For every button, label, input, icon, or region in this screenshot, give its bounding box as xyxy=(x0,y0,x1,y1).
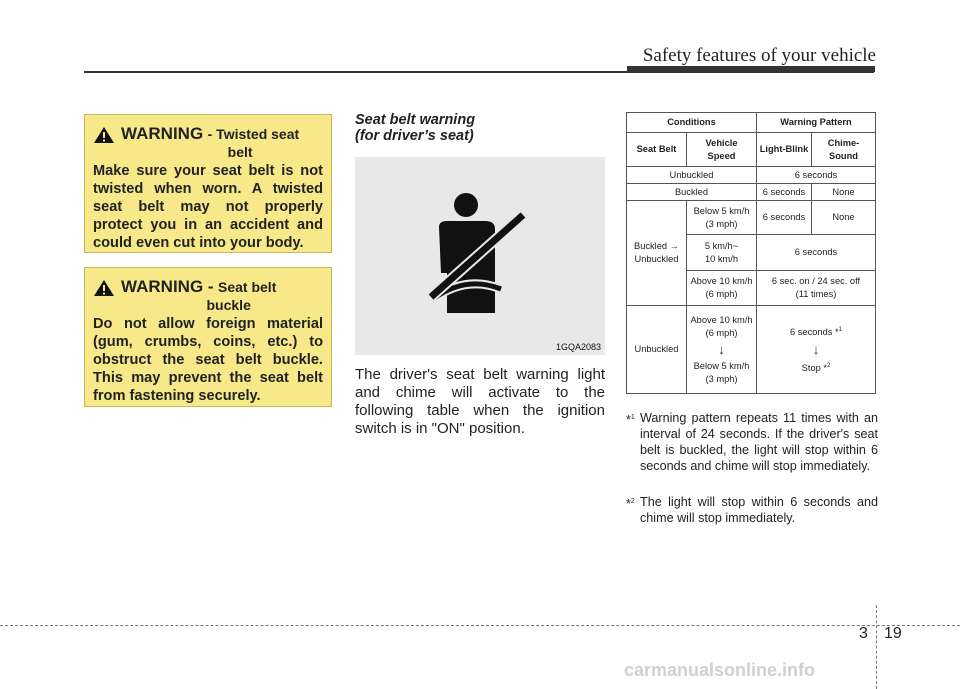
table-cell xyxy=(757,306,876,394)
warning-box-twisted-belt xyxy=(84,114,332,253)
table-cell: None xyxy=(812,201,876,235)
section-body: The driver's seat belt warning light and chime will activate to the following table when the ignition switch is in "ON" position. xyxy=(355,366,605,437)
down-arrow-icon: ↓ xyxy=(718,341,725,357)
warning-subtitle: - Twisted seat xyxy=(207,126,300,142)
cell-text: Stop * xyxy=(801,362,827,373)
footnote-mark xyxy=(626,410,635,428)
warning-title: WARNING xyxy=(121,124,204,143)
table-cell: 6 seconds xyxy=(757,201,812,235)
table-cell xyxy=(687,201,757,235)
table-cell: 6 seconds xyxy=(757,184,812,201)
table-header-chime-sound xyxy=(812,133,876,167)
table-row xyxy=(627,133,876,167)
table-cell: 6 seconds xyxy=(757,167,876,184)
footnote-ref: 2 xyxy=(826,362,831,369)
table-cell xyxy=(687,235,757,271)
warning-box-seat-belt-buckle xyxy=(84,267,332,407)
cell-line: (6 mph) xyxy=(705,327,738,338)
warning-title: WARNING - xyxy=(121,277,214,296)
footer-rule xyxy=(0,625,960,626)
section-title xyxy=(355,112,475,144)
table-cell xyxy=(687,271,757,306)
table-cell: None xyxy=(812,184,876,201)
seat-belt-warning-figure xyxy=(355,157,605,355)
table-cell-buckled-unbuckled xyxy=(627,201,687,306)
section-title-line1: Seat belt warning xyxy=(355,112,476,128)
cell-line xyxy=(758,360,874,375)
warning-header xyxy=(93,125,323,160)
table-cell xyxy=(687,306,757,394)
table-cell: Unbuckled xyxy=(627,167,757,184)
table-header-light-blink: Light-Blink xyxy=(757,133,812,167)
table-header-conditions: Conditions xyxy=(627,113,757,133)
footnote-2 xyxy=(626,494,878,526)
table-cell xyxy=(757,271,876,306)
warning-pattern-table xyxy=(626,112,876,394)
table-cell: Buckled xyxy=(627,184,757,201)
cell-line: (11 times) xyxy=(795,289,837,299)
footnote-number: 1 xyxy=(630,414,635,421)
table-row xyxy=(627,113,876,133)
table-row xyxy=(627,306,876,394)
cell-line: 6 sec. on / 24 sec. off xyxy=(771,276,861,286)
warning-subtitle-cont: buckle xyxy=(206,297,251,313)
cell-line: Below 5 km/h xyxy=(693,360,750,371)
warning-triangle-icon xyxy=(93,126,115,144)
cell-line: 10 km/h xyxy=(704,253,739,264)
page-header-title: Safety features of your vehicle xyxy=(642,45,876,66)
table-cell: 6 seconds xyxy=(757,235,876,271)
footnote-mark xyxy=(626,494,635,512)
cell-line: (6 mph) xyxy=(705,289,738,299)
table-row xyxy=(627,184,876,201)
header-line: Sound xyxy=(829,150,858,161)
warning-header xyxy=(93,278,323,313)
warning-subtitle-cont: belt xyxy=(227,144,253,160)
section-title-line2: (for driver’s seat) xyxy=(355,128,474,144)
cell-line: (3 mph) xyxy=(705,373,738,384)
header-line: Vehicle xyxy=(705,137,738,148)
chapter-number: 3 xyxy=(859,625,868,642)
cell-line: Buckled → xyxy=(634,241,679,251)
seat-belt-icon xyxy=(355,157,605,355)
header-line: Speed xyxy=(707,150,736,161)
figure-code: 1GQA2083 xyxy=(555,342,601,352)
table-cell: Unbuckled xyxy=(627,306,687,394)
footnote-star: * xyxy=(626,413,631,428)
footnote-ref: 1 xyxy=(838,327,842,334)
table-row xyxy=(627,201,876,235)
table-row xyxy=(627,167,876,184)
table-header-seat-belt: Seat Belt xyxy=(627,133,687,167)
page-number: 19 xyxy=(884,625,902,642)
cell-text: 6 seconds * xyxy=(790,327,839,338)
page-number-divider xyxy=(876,605,877,689)
warning-triangle-icon xyxy=(93,279,115,297)
table-header-vehicle-speed xyxy=(687,133,757,167)
cell-line: 5 km/h~ xyxy=(704,240,739,251)
warning-body: Do not allow foreign material (gum, crumbs, coins, etc.) to obstruct the seat belt buckle. This may prevent the seat belt from fastening securely. xyxy=(93,316,323,404)
cell-line: Above 10 km/h xyxy=(690,276,753,286)
watermark: carmanualsonline.info xyxy=(624,660,816,680)
down-arrow-icon: ↓ xyxy=(812,341,820,357)
cell-line: (3 mph) xyxy=(705,218,738,229)
footnote-number: 2 xyxy=(630,498,635,505)
cell-line xyxy=(758,324,874,339)
footnote-text: Warning pattern repeats 11 times with an interval of 24 seconds. If the driver's seat belt is buckled, the light will stop within 6 seconds and chime will stop immediately. xyxy=(640,411,878,473)
cell-line: Unbuckled xyxy=(634,254,679,264)
footnote-star: * xyxy=(626,497,631,512)
header-rule xyxy=(84,71,874,73)
footnote-text: The light will stop within 6 seconds and chime will stop immediately. xyxy=(640,495,878,525)
cell-line: Above 10 km/h xyxy=(690,314,753,325)
warning-subtitle: Seat belt xyxy=(218,279,277,295)
header-line: Chime- xyxy=(827,137,860,148)
cell-line: Below 5 km/h xyxy=(693,205,750,216)
table-header-warning-pattern: Warning Pattern xyxy=(757,113,876,133)
footnote-1 xyxy=(626,410,878,474)
warning-body: Make sure your seat belt is not twisted when worn. A twisted seat belt may not properly protect you in an accident and could even cut into your body. xyxy=(93,163,323,251)
